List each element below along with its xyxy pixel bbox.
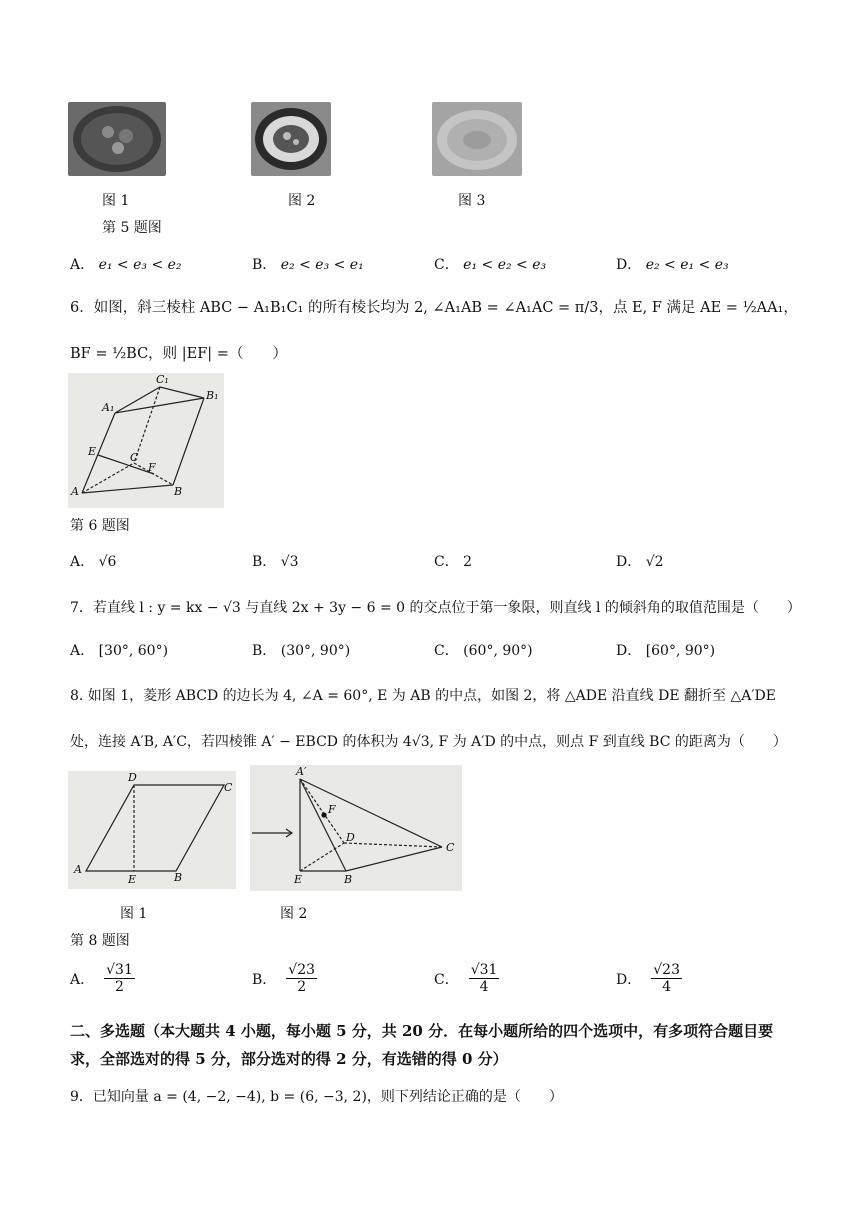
fraction-denominator: 4 — [662, 979, 672, 995]
q7-option-b[interactable] — [252, 640, 350, 660]
fig6-label-c1: C₁ — [156, 373, 169, 386]
figure-6-prism — [68, 373, 224, 508]
fraction-numerator: √23 — [653, 962, 680, 978]
option-fraction — [469, 962, 500, 995]
fig8-1-label-e: E — [128, 873, 137, 886]
option-label: C． — [434, 971, 459, 988]
fraction-numerator: √23 — [288, 962, 316, 978]
fraction-denominator: 4 — [479, 979, 489, 995]
option-label: A． — [70, 643, 95, 659]
fig6-label-b: B — [174, 485, 183, 498]
option-label: B． — [252, 257, 277, 273]
fig8-1-label-d: D — [128, 771, 137, 784]
option-text: (30°, 90°) — [280, 643, 351, 659]
q6-option-b[interactable] — [252, 551, 299, 571]
q6-option-a[interactable] — [70, 551, 116, 571]
section-2-heading: 二、多选题（本大题共 4 小题，每小题 5 分，共 20 分．在每小题所给的四个选项中，有多项符合题目要求，全部选对的得 5 分，部分选对的得 2 分，有选错的得 0 分） — [70, 1022, 774, 1068]
option-text: √3 — [280, 554, 299, 570]
fraction-denominator: 2 — [297, 979, 307, 995]
q8-option-b[interactable] — [252, 962, 317, 995]
option-text: (60°, 90°) — [463, 643, 533, 659]
option-label: B． — [252, 643, 277, 659]
q7-stem: 7．若直线 l : y = kx − √3 与直线 2x + 3y − 6 = 0 的交点位于第一象限，则直线 l 的倾斜角的取值范围是（ ） — [70, 600, 801, 616]
q5-option-a[interactable] — [70, 254, 182, 274]
option-label: B． — [252, 971, 277, 988]
option-fraction — [286, 962, 317, 995]
q8-option-d[interactable] — [616, 962, 682, 995]
fraction-numerator: √31 — [470, 962, 498, 978]
option-text: e₁ < e₃ < e₂ — [98, 257, 182, 273]
figure-5-photo-3 — [432, 102, 522, 176]
fig6-label-e: E — [88, 445, 97, 458]
q8-option-c[interactable] — [434, 962, 499, 995]
fraction-denominator: 2 — [115, 979, 124, 995]
option-fraction — [104, 962, 135, 995]
figure-5-label-3: 图 3 — [458, 193, 486, 209]
option-label: D． — [616, 257, 642, 273]
fig6-label-f: F — [148, 461, 156, 474]
option-label: C． — [434, 257, 459, 273]
q8-stem-line-2: 处，连接 A′B, A′C，若四棱锥 A′ − EBCD 的体积为 4√3, F 为 A′D 的中点，则点 F 到直线 BC 的距离为（ ） — [70, 734, 787, 750]
q7-option-a[interactable] — [70, 640, 168, 660]
figure-5-caption: 第 5 题图 — [102, 220, 162, 236]
option-label: D． — [616, 971, 642, 988]
option-text: e₁ < e₂ < e₃ — [463, 257, 547, 273]
q8-option-a[interactable] — [70, 962, 135, 995]
fig6-label-a1: A₁ — [102, 401, 115, 414]
option-label: C． — [434, 643, 459, 659]
fig8-2-label-a-prime: A′ — [296, 765, 307, 778]
fig8-2-label-d: D — [346, 831, 355, 844]
option-text: [60°, 90°) — [645, 643, 716, 659]
fig6-label-c: C — [130, 451, 139, 464]
fig8-2-label-f: F — [328, 803, 336, 816]
fig6-label-b1: B₁ — [206, 389, 219, 402]
q6-stem-line-1: 6．如图，斜三棱柱 ABC − A₁B₁C₁ 的所有棱长均为 2, ∠A₁AB = ∠A₁AC = π/3，点 E, F 满足 AE = ½AA₁， — [70, 300, 798, 316]
option-text: e₂ < e₃ < e₁ — [280, 257, 364, 273]
option-fraction — [651, 962, 682, 995]
option-label: A． — [70, 257, 95, 273]
fraction-numerator: √31 — [106, 962, 133, 978]
option-label: D． — [616, 643, 642, 659]
figure-5-photo-1 — [68, 102, 166, 176]
figure-8-rhombus — [68, 771, 236, 889]
figure-8-pyramid — [250, 765, 462, 891]
q7-option-d[interactable] — [616, 640, 715, 660]
option-text: e₂ < e₁ < e₃ — [645, 257, 729, 273]
fig8-2-label-e: E — [294, 873, 303, 886]
option-label: B． — [252, 554, 277, 570]
fig8-1-label-a: A — [74, 863, 82, 876]
figure-8-caption: 第 8 题图 — [70, 933, 130, 949]
fig8-1-label-c: C — [224, 781, 233, 794]
fig8-1-label-b: B — [174, 871, 183, 884]
figure-5-label-2: 图 2 — [288, 193, 316, 209]
figure-8-label-1: 图 1 — [120, 906, 148, 922]
fig8-2-label-c: C — [446, 841, 455, 854]
q5-option-b[interactable] — [252, 254, 364, 274]
q5-option-d[interactable] — [616, 254, 729, 274]
option-label: A． — [70, 971, 95, 988]
q5-option-c[interactable] — [434, 254, 546, 274]
q9-stem: 9．已知向量 a = (4, −2, −4), b = (6, −3, 2)，则下列结论正确的是（ ） — [70, 1089, 563, 1105]
figure-6-caption: 第 6 题图 — [70, 518, 130, 534]
option-label: C． — [434, 554, 459, 570]
figure-8-label-2: 图 2 — [280, 906, 308, 922]
option-text: √2 — [645, 554, 664, 570]
option-text: 2 — [463, 554, 473, 570]
q7-option-c[interactable] — [434, 640, 533, 660]
figure-5-label-1: 图 1 — [102, 193, 130, 209]
fig6-label-a: A — [71, 485, 79, 498]
q6-option-d[interactable] — [616, 551, 664, 571]
fig8-2-label-b: B — [344, 873, 353, 886]
option-label: A． — [70, 554, 95, 570]
option-text: [30°, 60°) — [98, 643, 169, 659]
option-text: √6 — [98, 554, 117, 570]
q8-stem-line-1: 8. 如图 1，菱形 ABCD 的边长为 4, ∠A = 60°, E 为 AB 的中点，如图 2，将 △ADE 沿直线 DE 翻折至 △A′DE — [70, 688, 776, 704]
figure-5-photo-2 — [251, 102, 331, 176]
option-label: D． — [616, 554, 642, 570]
q6-stem-line-2: BF = ½BC，则 |EF| =（ ） — [70, 346, 287, 362]
q6-option-c[interactable] — [434, 551, 472, 571]
